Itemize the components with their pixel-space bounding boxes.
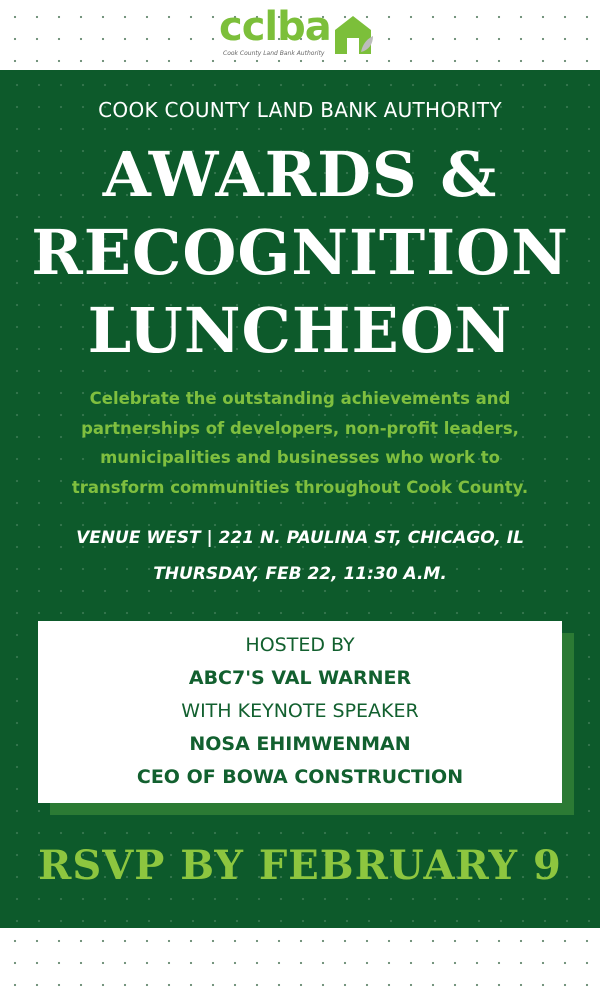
- description-line: municipalities and businesses who work to: [100, 448, 500, 467]
- logo-wordmark: cclba: [219, 4, 331, 50]
- cclba-logo: [219, 4, 379, 64]
- header: [0, 0, 600, 70]
- description-line: transform communities throughout Cook County.: [71, 477, 529, 497]
- keynote-speaker-name: NOSA EHIMWENMAN: [189, 733, 411, 755]
- keynote-speaker-title: CEO OF BOWA CONSTRUCTION: [136, 766, 464, 788]
- logo-tagline: Cook County Land Bank Authority: [223, 50, 325, 57]
- organization-name: COOK COUNTY LAND BANK AUTHORITY: [98, 98, 502, 122]
- event-title-line-2: RECOGNITION: [31, 216, 569, 289]
- hosts-box: [38, 621, 562, 803]
- event-description: [40, 384, 560, 502]
- hosted-by-label: HOSTED BY: [245, 634, 355, 656]
- event-title-line-1: AWARDS &: [102, 138, 498, 211]
- event-datetime: THURSDAY, FEB 22, 11:30 A.M.: [153, 564, 447, 584]
- description-line: partnerships of developers, non-profit leaders,: [81, 418, 519, 438]
- event-venue: VENUE WEST | 221 N. PAULINA ST, CHICAGO, IL: [76, 528, 524, 548]
- invitation-panel: [0, 70, 600, 928]
- description-line: Celebrate the outstanding achievements and: [89, 389, 511, 408]
- keynote-label: WITH KEYNOTE SPEAKER: [181, 700, 419, 722]
- host-name: ABC7'S VAL WARNER: [188, 667, 412, 689]
- event-title-line-3: LUNCHEON: [87, 294, 513, 367]
- rsvp-deadline: RSVP BY FEBRUARY 9: [38, 842, 562, 889]
- house-leaf-icon: [331, 12, 375, 56]
